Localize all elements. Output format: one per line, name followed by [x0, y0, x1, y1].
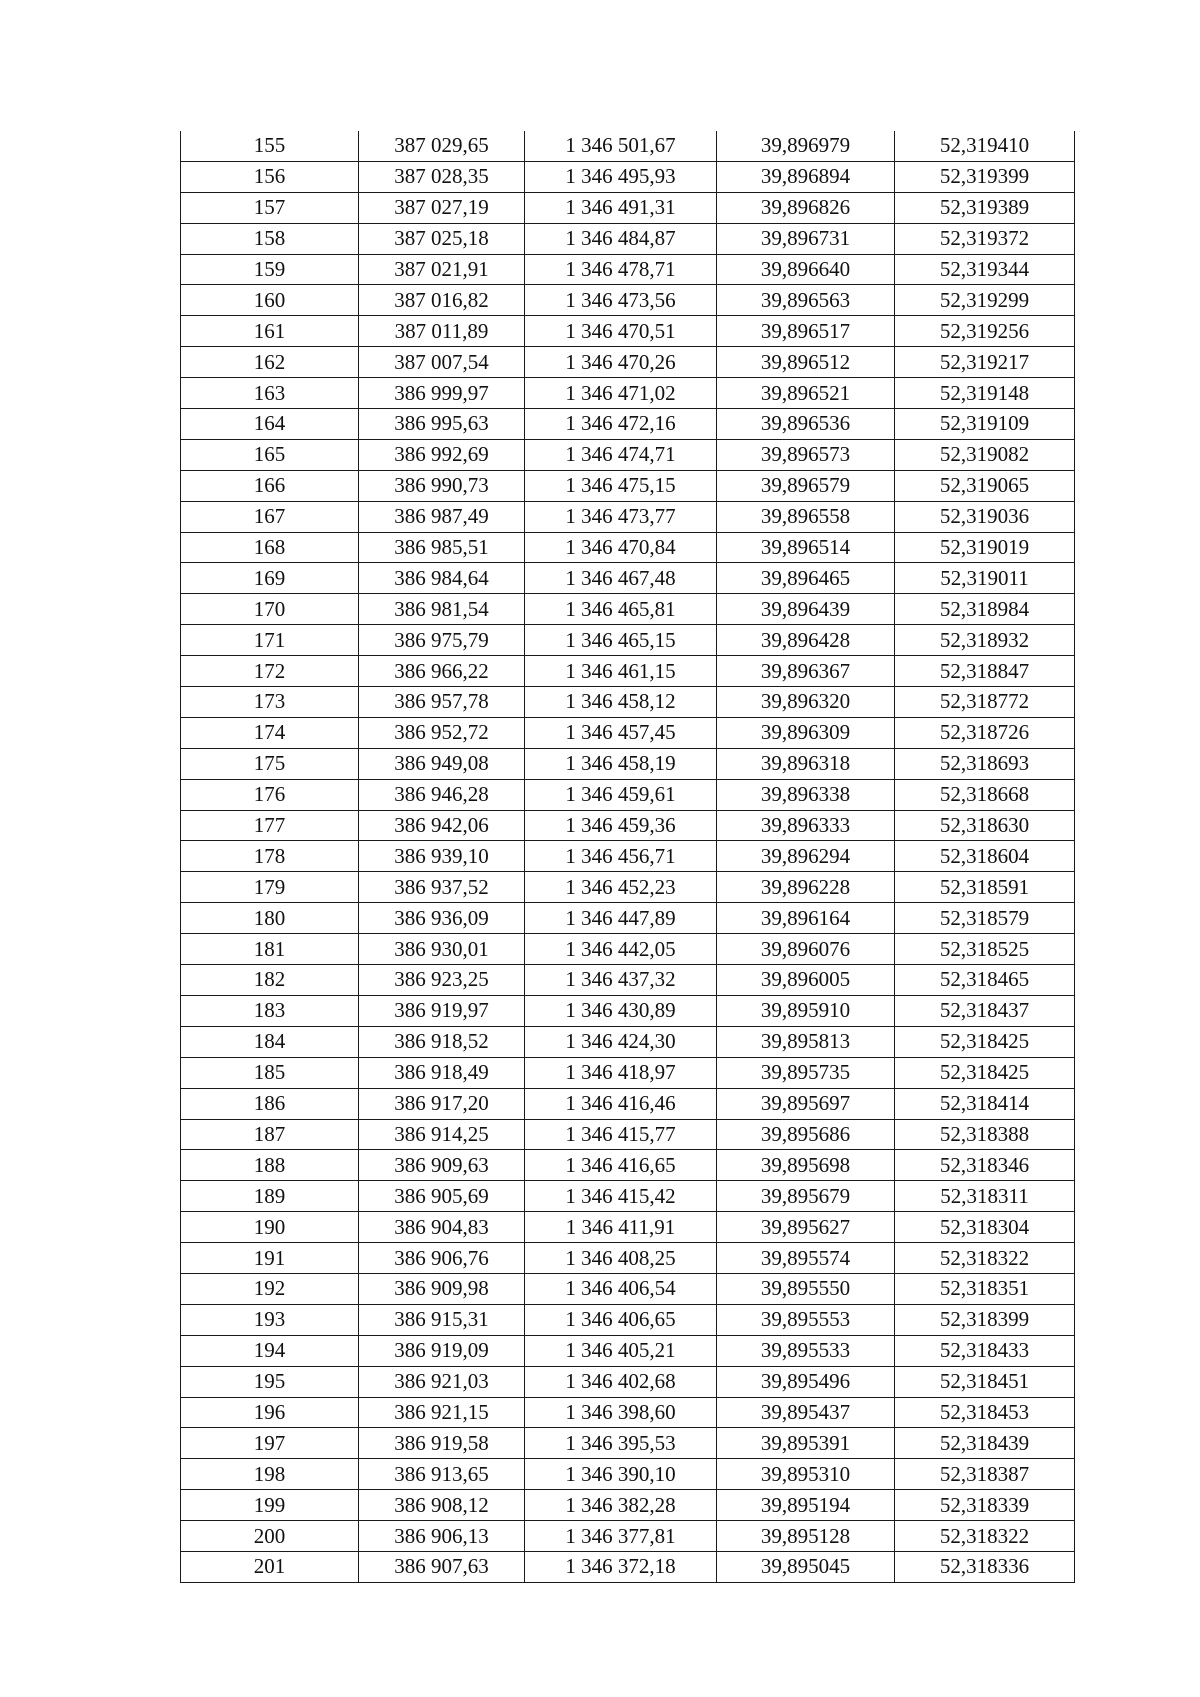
point-number-cell: 169	[181, 563, 359, 594]
table-row	[181, 1026, 1075, 1057]
x-coordinate-cell: 386 918,52	[359, 1026, 525, 1057]
latitude-cell: 39,896826	[717, 192, 895, 223]
latitude-cell: 39,895128	[717, 1521, 895, 1552]
y-coordinate-cell: 1 346 475,15	[525, 470, 717, 501]
point-number-cell: 186	[181, 1088, 359, 1119]
table-row	[181, 532, 1075, 563]
x-coordinate-cell: 386 919,97	[359, 995, 525, 1026]
table-row	[181, 717, 1075, 748]
table-row	[181, 995, 1075, 1026]
y-coordinate-cell: 1 346 411,91	[525, 1212, 717, 1243]
latitude-cell: 39,896367	[717, 656, 895, 687]
longitude-cell: 52,318726	[895, 717, 1075, 748]
point-number-cell: 157	[181, 192, 359, 223]
point-number-cell: 183	[181, 995, 359, 1026]
latitude-cell: 39,895813	[717, 1026, 895, 1057]
latitude-cell: 39,895550	[717, 1273, 895, 1304]
y-coordinate-cell: 1 346 377,81	[525, 1521, 717, 1552]
y-coordinate-cell: 1 346 471,02	[525, 378, 717, 409]
y-coordinate-cell: 1 346 395,53	[525, 1428, 717, 1459]
table-row	[181, 1150, 1075, 1181]
longitude-cell: 52,318322	[895, 1521, 1075, 1552]
table-row	[181, 1428, 1075, 1459]
x-coordinate-cell: 386 909,98	[359, 1273, 525, 1304]
point-number-cell: 196	[181, 1397, 359, 1428]
point-number-cell: 177	[181, 810, 359, 841]
latitude-cell: 39,895686	[717, 1119, 895, 1150]
point-number-cell: 199	[181, 1490, 359, 1521]
longitude-cell: 52,318339	[895, 1490, 1075, 1521]
latitude-cell: 39,896005	[717, 965, 895, 996]
table-row	[181, 1490, 1075, 1521]
x-coordinate-cell: 386 921,15	[359, 1397, 525, 1428]
x-coordinate-cell: 386 966,22	[359, 656, 525, 687]
point-number-cell: 180	[181, 903, 359, 934]
x-coordinate-cell: 387 007,54	[359, 347, 525, 378]
longitude-cell: 52,318433	[895, 1335, 1075, 1366]
y-coordinate-cell: 1 346 437,32	[525, 965, 717, 996]
latitude-cell: 39,895496	[717, 1366, 895, 1397]
table-row	[181, 563, 1075, 594]
latitude-cell: 39,896536	[717, 409, 895, 440]
table-row	[181, 934, 1075, 965]
x-coordinate-cell: 386 981,54	[359, 594, 525, 625]
x-coordinate-cell: 386 930,01	[359, 934, 525, 965]
y-coordinate-cell: 1 346 418,97	[525, 1057, 717, 1088]
latitude-cell: 39,895194	[717, 1490, 895, 1521]
point-number-cell: 158	[181, 223, 359, 254]
longitude-cell: 52,318439	[895, 1428, 1075, 1459]
table-row	[181, 810, 1075, 841]
point-number-cell: 168	[181, 532, 359, 563]
x-coordinate-cell: 386 918,49	[359, 1057, 525, 1088]
table-row	[181, 439, 1075, 470]
x-coordinate-cell: 386 919,58	[359, 1428, 525, 1459]
point-number-cell: 195	[181, 1366, 359, 1397]
x-coordinate-cell: 386 919,09	[359, 1335, 525, 1366]
point-number-cell: 163	[181, 378, 359, 409]
latitude-cell: 39,896333	[717, 810, 895, 841]
point-number-cell: 185	[181, 1057, 359, 1088]
y-coordinate-cell: 1 346 415,77	[525, 1119, 717, 1150]
y-coordinate-cell: 1 346 459,61	[525, 779, 717, 810]
y-coordinate-cell: 1 346 406,54	[525, 1273, 717, 1304]
longitude-cell: 52,319389	[895, 192, 1075, 223]
point-number-cell: 166	[181, 470, 359, 501]
x-coordinate-cell: 387 025,18	[359, 223, 525, 254]
table-row	[181, 1397, 1075, 1428]
x-coordinate-cell: 386 952,72	[359, 717, 525, 748]
longitude-cell: 52,318693	[895, 748, 1075, 779]
y-coordinate-cell: 1 346 465,81	[525, 594, 717, 625]
y-coordinate-cell: 1 346 390,10	[525, 1459, 717, 1490]
x-coordinate-cell: 386 937,52	[359, 872, 525, 903]
longitude-cell: 52,318351	[895, 1273, 1075, 1304]
y-coordinate-cell: 1 346 406,65	[525, 1304, 717, 1335]
latitude-cell: 39,895698	[717, 1150, 895, 1181]
x-coordinate-cell: 387 029,65	[359, 131, 525, 161]
point-number-cell: 164	[181, 409, 359, 440]
latitude-cell: 39,896979	[717, 131, 895, 161]
x-coordinate-cell: 386 987,49	[359, 501, 525, 532]
longitude-cell: 52,318399	[895, 1304, 1075, 1335]
x-coordinate-cell: 386 908,12	[359, 1490, 525, 1521]
longitude-cell: 52,319372	[895, 223, 1075, 254]
y-coordinate-cell: 1 346 430,89	[525, 995, 717, 1026]
longitude-cell: 52,319065	[895, 470, 1075, 501]
y-coordinate-cell: 1 346 484,87	[525, 223, 717, 254]
latitude-cell: 39,896164	[717, 903, 895, 934]
point-number-cell: 189	[181, 1181, 359, 1212]
table-row	[181, 161, 1075, 192]
point-number-cell: 160	[181, 285, 359, 316]
x-coordinate-cell: 386 999,97	[359, 378, 525, 409]
longitude-cell: 52,319109	[895, 409, 1075, 440]
table-row	[181, 1335, 1075, 1366]
y-coordinate-cell: 1 346 458,12	[525, 687, 717, 718]
table-row	[181, 903, 1075, 934]
latitude-cell: 39,896512	[717, 347, 895, 378]
table-row	[181, 501, 1075, 532]
x-coordinate-cell: 386 917,20	[359, 1088, 525, 1119]
table-row	[181, 594, 1075, 625]
y-coordinate-cell: 1 346 470,84	[525, 532, 717, 563]
longitude-cell: 52,318579	[895, 903, 1075, 934]
longitude-cell: 52,318772	[895, 687, 1075, 718]
x-coordinate-cell: 386 992,69	[359, 439, 525, 470]
table-row	[181, 1057, 1075, 1088]
x-coordinate-cell: 386 957,78	[359, 687, 525, 718]
y-coordinate-cell: 1 346 470,26	[525, 347, 717, 378]
latitude-cell: 39,895627	[717, 1212, 895, 1243]
longitude-cell: 52,319399	[895, 161, 1075, 192]
longitude-cell: 52,318304	[895, 1212, 1075, 1243]
longitude-cell: 52,318668	[895, 779, 1075, 810]
point-number-cell: 178	[181, 841, 359, 872]
x-coordinate-cell: 386 906,13	[359, 1521, 525, 1552]
longitude-cell: 52,318465	[895, 965, 1075, 996]
y-coordinate-cell: 1 346 461,15	[525, 656, 717, 687]
longitude-cell: 52,318388	[895, 1119, 1075, 1150]
y-coordinate-cell: 1 346 465,15	[525, 625, 717, 656]
x-coordinate-cell: 387 027,19	[359, 192, 525, 223]
latitude-cell: 39,896640	[717, 254, 895, 285]
table-row	[181, 1212, 1075, 1243]
latitude-cell: 39,896228	[717, 872, 895, 903]
y-coordinate-cell: 1 346 405,21	[525, 1335, 717, 1366]
x-coordinate-cell: 386 904,83	[359, 1212, 525, 1243]
x-coordinate-cell: 386 936,09	[359, 903, 525, 934]
latitude-cell: 39,896318	[717, 748, 895, 779]
x-coordinate-cell: 386 905,69	[359, 1181, 525, 1212]
point-number-cell: 155	[181, 131, 359, 161]
longitude-cell: 52,319011	[895, 563, 1075, 594]
latitude-cell: 39,895574	[717, 1243, 895, 1274]
table-row	[181, 1551, 1075, 1582]
y-coordinate-cell: 1 346 457,45	[525, 717, 717, 748]
latitude-cell: 39,895310	[717, 1459, 895, 1490]
point-number-cell: 197	[181, 1428, 359, 1459]
latitude-cell: 39,896076	[717, 934, 895, 965]
point-number-cell: 156	[181, 161, 359, 192]
longitude-cell: 52,318336	[895, 1551, 1075, 1582]
x-coordinate-cell: 387 021,91	[359, 254, 525, 285]
x-coordinate-cell: 386 939,10	[359, 841, 525, 872]
x-coordinate-cell: 387 028,35	[359, 161, 525, 192]
x-coordinate-cell: 386 921,03	[359, 1366, 525, 1397]
y-coordinate-cell: 1 346 478,71	[525, 254, 717, 285]
latitude-cell: 39,896514	[717, 532, 895, 563]
latitude-cell: 39,895533	[717, 1335, 895, 1366]
y-coordinate-cell: 1 346 473,77	[525, 501, 717, 532]
table-row	[181, 1273, 1075, 1304]
x-coordinate-cell: 386 923,25	[359, 965, 525, 996]
table-row	[181, 1088, 1075, 1119]
longitude-cell: 52,318591	[895, 872, 1075, 903]
table-row	[181, 625, 1075, 656]
table-row	[181, 192, 1075, 223]
table-row	[181, 347, 1075, 378]
latitude-cell: 39,896320	[717, 687, 895, 718]
longitude-cell: 52,319217	[895, 347, 1075, 378]
y-coordinate-cell: 1 346 416,65	[525, 1150, 717, 1181]
table-row	[181, 316, 1075, 347]
longitude-cell: 52,319299	[895, 285, 1075, 316]
longitude-cell: 52,318525	[895, 934, 1075, 965]
point-number-cell: 176	[181, 779, 359, 810]
longitude-cell: 52,318425	[895, 1057, 1075, 1088]
point-number-cell: 194	[181, 1335, 359, 1366]
y-coordinate-cell: 1 346 372,18	[525, 1551, 717, 1582]
point-number-cell: 182	[181, 965, 359, 996]
y-coordinate-cell: 1 346 424,30	[525, 1026, 717, 1057]
table-row	[181, 1243, 1075, 1274]
y-coordinate-cell: 1 346 501,67	[525, 131, 717, 161]
x-coordinate-cell: 387 011,89	[359, 316, 525, 347]
longitude-cell: 52,318311	[895, 1181, 1075, 1212]
latitude-cell: 39,896558	[717, 501, 895, 532]
table-row	[181, 409, 1075, 440]
point-number-cell: 179	[181, 872, 359, 903]
latitude-cell: 39,896294	[717, 841, 895, 872]
table-row	[181, 1459, 1075, 1490]
y-coordinate-cell: 1 346 398,60	[525, 1397, 717, 1428]
table-row	[181, 1119, 1075, 1150]
table-row	[181, 378, 1075, 409]
point-number-cell: 170	[181, 594, 359, 625]
latitude-cell: 39,896428	[717, 625, 895, 656]
longitude-cell: 52,319344	[895, 254, 1075, 285]
latitude-cell: 39,895735	[717, 1057, 895, 1088]
longitude-cell: 52,318414	[895, 1088, 1075, 1119]
point-number-cell: 173	[181, 687, 359, 718]
point-number-cell: 187	[181, 1119, 359, 1150]
latitude-cell: 39,895910	[717, 995, 895, 1026]
latitude-cell: 39,896517	[717, 316, 895, 347]
point-number-cell: 162	[181, 347, 359, 378]
table-row	[181, 687, 1075, 718]
point-number-cell: 191	[181, 1243, 359, 1274]
x-coordinate-cell: 386 907,63	[359, 1551, 525, 1582]
latitude-cell: 39,895697	[717, 1088, 895, 1119]
table-row	[181, 1366, 1075, 1397]
longitude-cell: 52,318322	[895, 1243, 1075, 1274]
latitude-cell: 39,896338	[717, 779, 895, 810]
longitude-cell: 52,318604	[895, 841, 1075, 872]
y-coordinate-cell: 1 346 442,05	[525, 934, 717, 965]
longitude-cell: 52,318847	[895, 656, 1075, 687]
x-coordinate-cell: 386 914,25	[359, 1119, 525, 1150]
latitude-cell: 39,895679	[717, 1181, 895, 1212]
table-row	[181, 131, 1075, 161]
point-number-cell: 200	[181, 1521, 359, 1552]
point-number-cell: 190	[181, 1212, 359, 1243]
latitude-cell: 39,896573	[717, 439, 895, 470]
table-row	[181, 841, 1075, 872]
longitude-cell: 52,318630	[895, 810, 1075, 841]
point-number-cell: 192	[181, 1273, 359, 1304]
longitude-cell: 52,319082	[895, 439, 1075, 470]
longitude-cell: 52,319410	[895, 131, 1075, 161]
x-coordinate-cell: 386 995,63	[359, 409, 525, 440]
longitude-cell: 52,318387	[895, 1459, 1075, 1490]
longitude-cell: 52,318346	[895, 1150, 1075, 1181]
coordinates-table	[180, 131, 1075, 1583]
point-number-cell: 184	[181, 1026, 359, 1057]
x-coordinate-cell: 386 906,76	[359, 1243, 525, 1274]
x-coordinate-cell: 386 913,65	[359, 1459, 525, 1490]
y-coordinate-cell: 1 346 472,16	[525, 409, 717, 440]
y-coordinate-cell: 1 346 415,42	[525, 1181, 717, 1212]
y-coordinate-cell: 1 346 416,46	[525, 1088, 717, 1119]
point-number-cell: 201	[181, 1551, 359, 1582]
point-number-cell: 159	[181, 254, 359, 285]
table-row	[181, 748, 1075, 779]
y-coordinate-cell: 1 346 473,56	[525, 285, 717, 316]
latitude-cell: 39,895045	[717, 1551, 895, 1582]
y-coordinate-cell: 1 346 470,51	[525, 316, 717, 347]
point-number-cell: 171	[181, 625, 359, 656]
table-row	[181, 965, 1075, 996]
point-number-cell: 167	[181, 501, 359, 532]
longitude-cell: 52,319036	[895, 501, 1075, 532]
longitude-cell: 52,318437	[895, 995, 1075, 1026]
x-coordinate-cell: 387 016,82	[359, 285, 525, 316]
longitude-cell: 52,319019	[895, 532, 1075, 563]
latitude-cell: 39,896521	[717, 378, 895, 409]
point-number-cell: 198	[181, 1459, 359, 1490]
latitude-cell: 39,896563	[717, 285, 895, 316]
point-number-cell: 161	[181, 316, 359, 347]
x-coordinate-cell: 386 949,08	[359, 748, 525, 779]
latitude-cell: 39,895391	[717, 1428, 895, 1459]
x-coordinate-cell: 386 990,73	[359, 470, 525, 501]
point-number-cell: 181	[181, 934, 359, 965]
table-row	[181, 1521, 1075, 1552]
table-row	[181, 254, 1075, 285]
table-row	[181, 470, 1075, 501]
y-coordinate-cell: 1 346 408,25	[525, 1243, 717, 1274]
point-number-cell: 174	[181, 717, 359, 748]
latitude-cell: 39,896579	[717, 470, 895, 501]
x-coordinate-cell: 386 942,06	[359, 810, 525, 841]
table-row	[181, 656, 1075, 687]
y-coordinate-cell: 1 346 456,71	[525, 841, 717, 872]
table-row	[181, 1304, 1075, 1335]
x-coordinate-cell: 386 984,64	[359, 563, 525, 594]
latitude-cell: 39,896309	[717, 717, 895, 748]
y-coordinate-cell: 1 346 452,23	[525, 872, 717, 903]
point-number-cell: 175	[181, 748, 359, 779]
y-coordinate-cell: 1 346 459,36	[525, 810, 717, 841]
latitude-cell: 39,896731	[717, 223, 895, 254]
y-coordinate-cell: 1 346 458,19	[525, 748, 717, 779]
latitude-cell: 39,896465	[717, 563, 895, 594]
point-number-cell: 165	[181, 439, 359, 470]
x-coordinate-cell: 386 975,79	[359, 625, 525, 656]
latitude-cell: 39,895437	[717, 1397, 895, 1428]
latitude-cell: 39,896894	[717, 161, 895, 192]
longitude-cell: 52,318932	[895, 625, 1075, 656]
table-row	[181, 223, 1075, 254]
longitude-cell: 52,318984	[895, 594, 1075, 625]
x-coordinate-cell: 386 909,63	[359, 1150, 525, 1181]
longitude-cell: 52,319256	[895, 316, 1075, 347]
y-coordinate-cell: 1 346 495,93	[525, 161, 717, 192]
longitude-cell: 52,318451	[895, 1366, 1075, 1397]
y-coordinate-cell: 1 346 447,89	[525, 903, 717, 934]
x-coordinate-cell: 386 985,51	[359, 532, 525, 563]
y-coordinate-cell: 1 346 402,68	[525, 1366, 717, 1397]
longitude-cell: 52,318453	[895, 1397, 1075, 1428]
y-coordinate-cell: 1 346 382,28	[525, 1490, 717, 1521]
longitude-cell: 52,318425	[895, 1026, 1075, 1057]
longitude-cell: 52,319148	[895, 378, 1075, 409]
y-coordinate-cell: 1 346 467,48	[525, 563, 717, 594]
x-coordinate-cell: 386 915,31	[359, 1304, 525, 1335]
table-row	[181, 1181, 1075, 1212]
table-row	[181, 872, 1075, 903]
point-number-cell: 172	[181, 656, 359, 687]
point-number-cell: 188	[181, 1150, 359, 1181]
table-row	[181, 285, 1075, 316]
latitude-cell: 39,895553	[717, 1304, 895, 1335]
y-coordinate-cell: 1 346 491,31	[525, 192, 717, 223]
latitude-cell: 39,896439	[717, 594, 895, 625]
point-number-cell: 193	[181, 1304, 359, 1335]
y-coordinate-cell: 1 346 474,71	[525, 439, 717, 470]
x-coordinate-cell: 386 946,28	[359, 779, 525, 810]
table-row	[181, 779, 1075, 810]
coordinates-table-body	[181, 131, 1075, 1582]
